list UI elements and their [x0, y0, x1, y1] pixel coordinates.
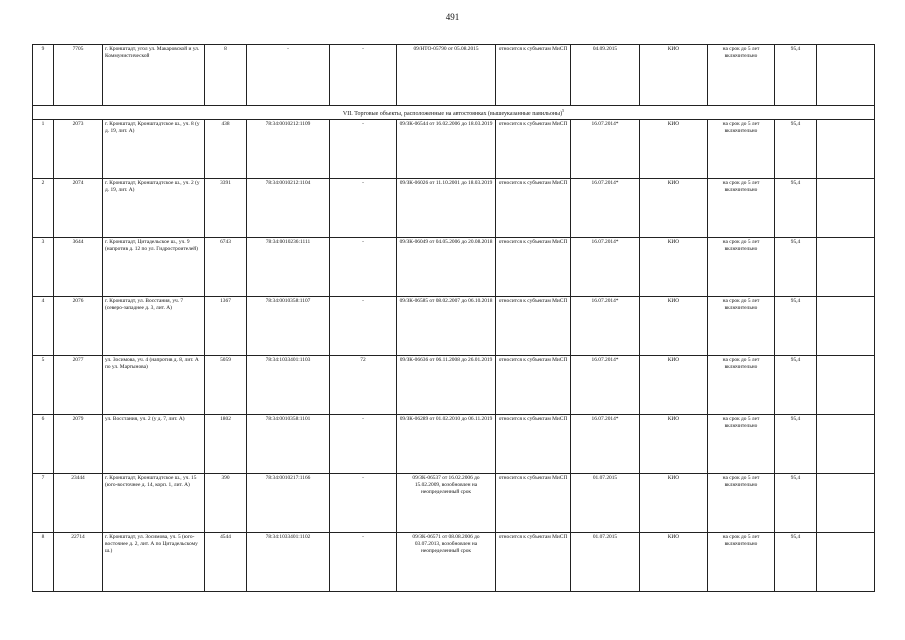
- cell-cadastral: 78:34:0010212:1109: [247, 120, 330, 179]
- cell-date: 04.09.2015: [571, 45, 640, 106]
- cell-org: КИО: [640, 474, 708, 533]
- cell-status: относится к субъектам МиСП: [496, 120, 571, 179]
- table-row: [33, 356, 875, 415]
- table-row: [33, 179, 875, 238]
- table-row: [33, 474, 875, 533]
- cell-id: 2073: [54, 120, 103, 179]
- cell-contract: 09/НТО-05790 от 05.08.2015: [397, 45, 496, 106]
- cell-id: 22714: [54, 533, 103, 592]
- cell-term: на срок до 5 лет включительно: [708, 415, 775, 474]
- cell-pct: 95,4: [775, 415, 817, 474]
- cell-id: 2079: [54, 415, 103, 474]
- cell-col5: 72: [330, 356, 397, 415]
- cell-cadastral: 78:34:0010358:1101: [247, 415, 330, 474]
- cell-empty: [817, 533, 875, 592]
- cell-cadastral: 78:34:0010236:1111: [247, 238, 330, 297]
- cell-org: КИО: [640, 415, 708, 474]
- cell-org: КИО: [640, 120, 708, 179]
- cell-area: 3391: [205, 179, 247, 238]
- cell-date: 16.07.2014*: [571, 415, 640, 474]
- cell-address: г. Кронштадт, ул. Восстания, уч. 7 (северо-западнее д. 3, лит. А): [103, 297, 205, 356]
- cell-col5: -: [330, 474, 397, 533]
- cell-area: 1367: [205, 297, 247, 356]
- cell-date: 16.07.2014*: [571, 120, 640, 179]
- cell-status: относится к субъектам МиСП: [496, 474, 571, 533]
- cell-pct: 95,4: [775, 533, 817, 592]
- cell-area: 6743: [205, 238, 247, 297]
- cell-contract: 09/ЗК-06537 от 16.02.2006 до 15.02.2009, возобновлен на неопределенный срок: [397, 474, 496, 533]
- cell-pct: 95,4: [775, 238, 817, 297]
- cell-contract: 09/ЗК-06289 от 01.02.2010 до 06.11.2019: [397, 415, 496, 474]
- cell-cadastral: 78:34:0010212:1104: [247, 179, 330, 238]
- page-number: 491: [445, 12, 460, 22]
- cell-empty: [817, 238, 875, 297]
- table-row: [33, 120, 875, 179]
- cell-date: 16.07.2014*: [571, 179, 640, 238]
- cell-empty: [817, 474, 875, 533]
- cell-col5: -: [330, 179, 397, 238]
- cell-col5: -: [330, 415, 397, 474]
- cell-address: ул. Восстания, уч. 2 (у д. 7, лит. А): [103, 415, 205, 474]
- cell-date: 16.07.2014*: [571, 297, 640, 356]
- cell-area: 4544: [205, 533, 247, 592]
- cell-num: 2: [33, 179, 54, 238]
- cell-org: КИО: [640, 356, 708, 415]
- cell-org: КИО: [640, 238, 708, 297]
- section-title-cell: [33, 106, 875, 120]
- cell-term: на срок до 5 лет включительно: [708, 474, 775, 533]
- cell-address: г. Кронштадт, Цитадельское ш., уч. 9 (напротив д. 12 по ул. Гидростроителей): [103, 238, 205, 297]
- cell-status: относится к субъектам МиСП: [496, 238, 571, 297]
- cell-org: КИО: [640, 45, 708, 106]
- cell-area: 390: [205, 474, 247, 533]
- cell-id: 23444: [54, 474, 103, 533]
- cell-id: 2074: [54, 179, 103, 238]
- cell-num: 7: [33, 474, 54, 533]
- section-footnote: 5: [562, 108, 565, 113]
- cell-col5: -: [330, 120, 397, 179]
- cell-term: на срок до 5 лет включительно: [708, 120, 775, 179]
- cell-term: на срок до 5 лет включительно: [708, 238, 775, 297]
- table-row: [33, 415, 875, 474]
- cell-address: г. Кронштадт, Кронштадтское ш., уч. 8 (у д. 19, лит. А): [103, 120, 205, 179]
- cell-area: 5059: [205, 356, 247, 415]
- cell-address: г. Кронштадт, Кронштадтское ш., уч. 2 (у д. 19, лит. А): [103, 179, 205, 238]
- cell-date: 16.07.2014*: [571, 356, 640, 415]
- cell-status: относится к субъектам МиСП: [496, 415, 571, 474]
- cell-status: относится к субъектам МиСП: [496, 179, 571, 238]
- cell-address: г. Кронштадт, Кронштадтское ш., уч. 15 (юго-восточнее д. 14, корп. 1, лит. А): [103, 474, 205, 533]
- cell-empty: [817, 297, 875, 356]
- cell-id: 7705: [54, 45, 103, 106]
- cell-col5: -: [330, 45, 397, 106]
- cell-address: г. Кронштадт, ул. Зосимова, уч. 5 (юго-восточнее д. 2, лит. А по Цитадельскому ш.): [103, 533, 205, 592]
- cell-num: 4: [33, 297, 54, 356]
- table-row: [33, 45, 875, 106]
- section-row: [33, 106, 875, 120]
- cell-area: 1802: [205, 415, 247, 474]
- cell-num: 9: [33, 45, 54, 106]
- cell-area: 8: [205, 45, 247, 106]
- register-table: [32, 44, 875, 592]
- cell-empty: [817, 45, 875, 106]
- cell-num: 5: [33, 356, 54, 415]
- cell-pct: 95,4: [775, 179, 817, 238]
- cell-term: на срок до 5 лет включительно: [708, 179, 775, 238]
- cell-empty: [817, 356, 875, 415]
- cell-term: на срок до 5 лет включительно: [708, 297, 775, 356]
- cell-cadastral: 78:34:0010217:1166: [247, 474, 330, 533]
- cell-num: 6: [33, 415, 54, 474]
- cell-pct: 95,4: [775, 474, 817, 533]
- cell-id: 2076: [54, 297, 103, 356]
- table-row: [33, 238, 875, 297]
- cell-id: 2077: [54, 356, 103, 415]
- cell-date: 01.07.2015: [571, 533, 640, 592]
- cell-col5: -: [330, 238, 397, 297]
- cell-contract: 09/ЗК-06571 от 08.08.2006 до 03.07.2013, возобновлен на неопределенный срок: [397, 533, 496, 592]
- cell-status: относится к субъектам МиСП: [496, 356, 571, 415]
- section-title: VII. Торговые объекты, расположенные на автостоянках (вышеуказанные павильоны): [342, 111, 563, 117]
- cell-empty: [817, 179, 875, 238]
- cell-pct: 95,4: [775, 120, 817, 179]
- cell-term: на срок до 5 лет включительно: [708, 533, 775, 592]
- cell-term: на срок до 5 лет включительно: [708, 45, 775, 106]
- cell-org: КИО: [640, 179, 708, 238]
- cell-num: 3: [33, 238, 54, 297]
- cell-address: г. Кронштадт, угол ул. Макаровской и ул. Коммунистической: [103, 45, 205, 106]
- table-row: [33, 533, 875, 592]
- cell-contract: 09/ЗК-06026 от 11.10.2001 до 18.03.2019: [397, 179, 496, 238]
- cell-address: ул. Зосимова, уч. 4 (напротив д. 8, лит. А по ул. Мартынова): [103, 356, 205, 415]
- cell-org: КИО: [640, 533, 708, 592]
- cell-pct: 95,4: [775, 356, 817, 415]
- cell-cadastral: 78:34:1033401:1102: [247, 533, 330, 592]
- cell-contract: 09/ЗК-06049 от 04.05.2006 до 20.08.2018: [397, 238, 496, 297]
- cell-pct: 95,4: [775, 45, 817, 106]
- cell-status: относится к субъектам МиСП: [496, 45, 571, 106]
- cell-cadastral: 78:34:0010358:1107: [247, 297, 330, 356]
- cell-col5: -: [330, 297, 397, 356]
- cell-area: 438: [205, 120, 247, 179]
- cell-pct: 95,4: [775, 297, 817, 356]
- cell-num: 1: [33, 120, 54, 179]
- cell-empty: [817, 415, 875, 474]
- cell-contract: 09/ЗК-06544 от 16.02.2006 до 18.03.2019: [397, 120, 496, 179]
- cell-id: 3644: [54, 238, 103, 297]
- cell-status: относится к субъектам МиСП: [496, 533, 571, 592]
- cell-col5: -: [330, 533, 397, 592]
- cell-cadastral: 78:34:1033401:1103: [247, 356, 330, 415]
- cell-empty: [817, 120, 875, 179]
- cell-contract: 09/ЗК-06585 от 08.02.2007 до 06.10.2018: [397, 297, 496, 356]
- cell-date: 01.07.2015: [571, 474, 640, 533]
- cell-org: КИО: [640, 297, 708, 356]
- cell-cadastral: -: [247, 45, 330, 106]
- cell-contract: 09/ЗК-06636 от 06.11.2008 до 26.01.2019: [397, 356, 496, 415]
- cell-status: относится к субъектам МиСП: [496, 297, 571, 356]
- cell-term: на срок до 5 лет включительно: [708, 356, 775, 415]
- cell-date: 16.07.2014*: [571, 238, 640, 297]
- cell-num: 8: [33, 533, 54, 592]
- table-row: [33, 297, 875, 356]
